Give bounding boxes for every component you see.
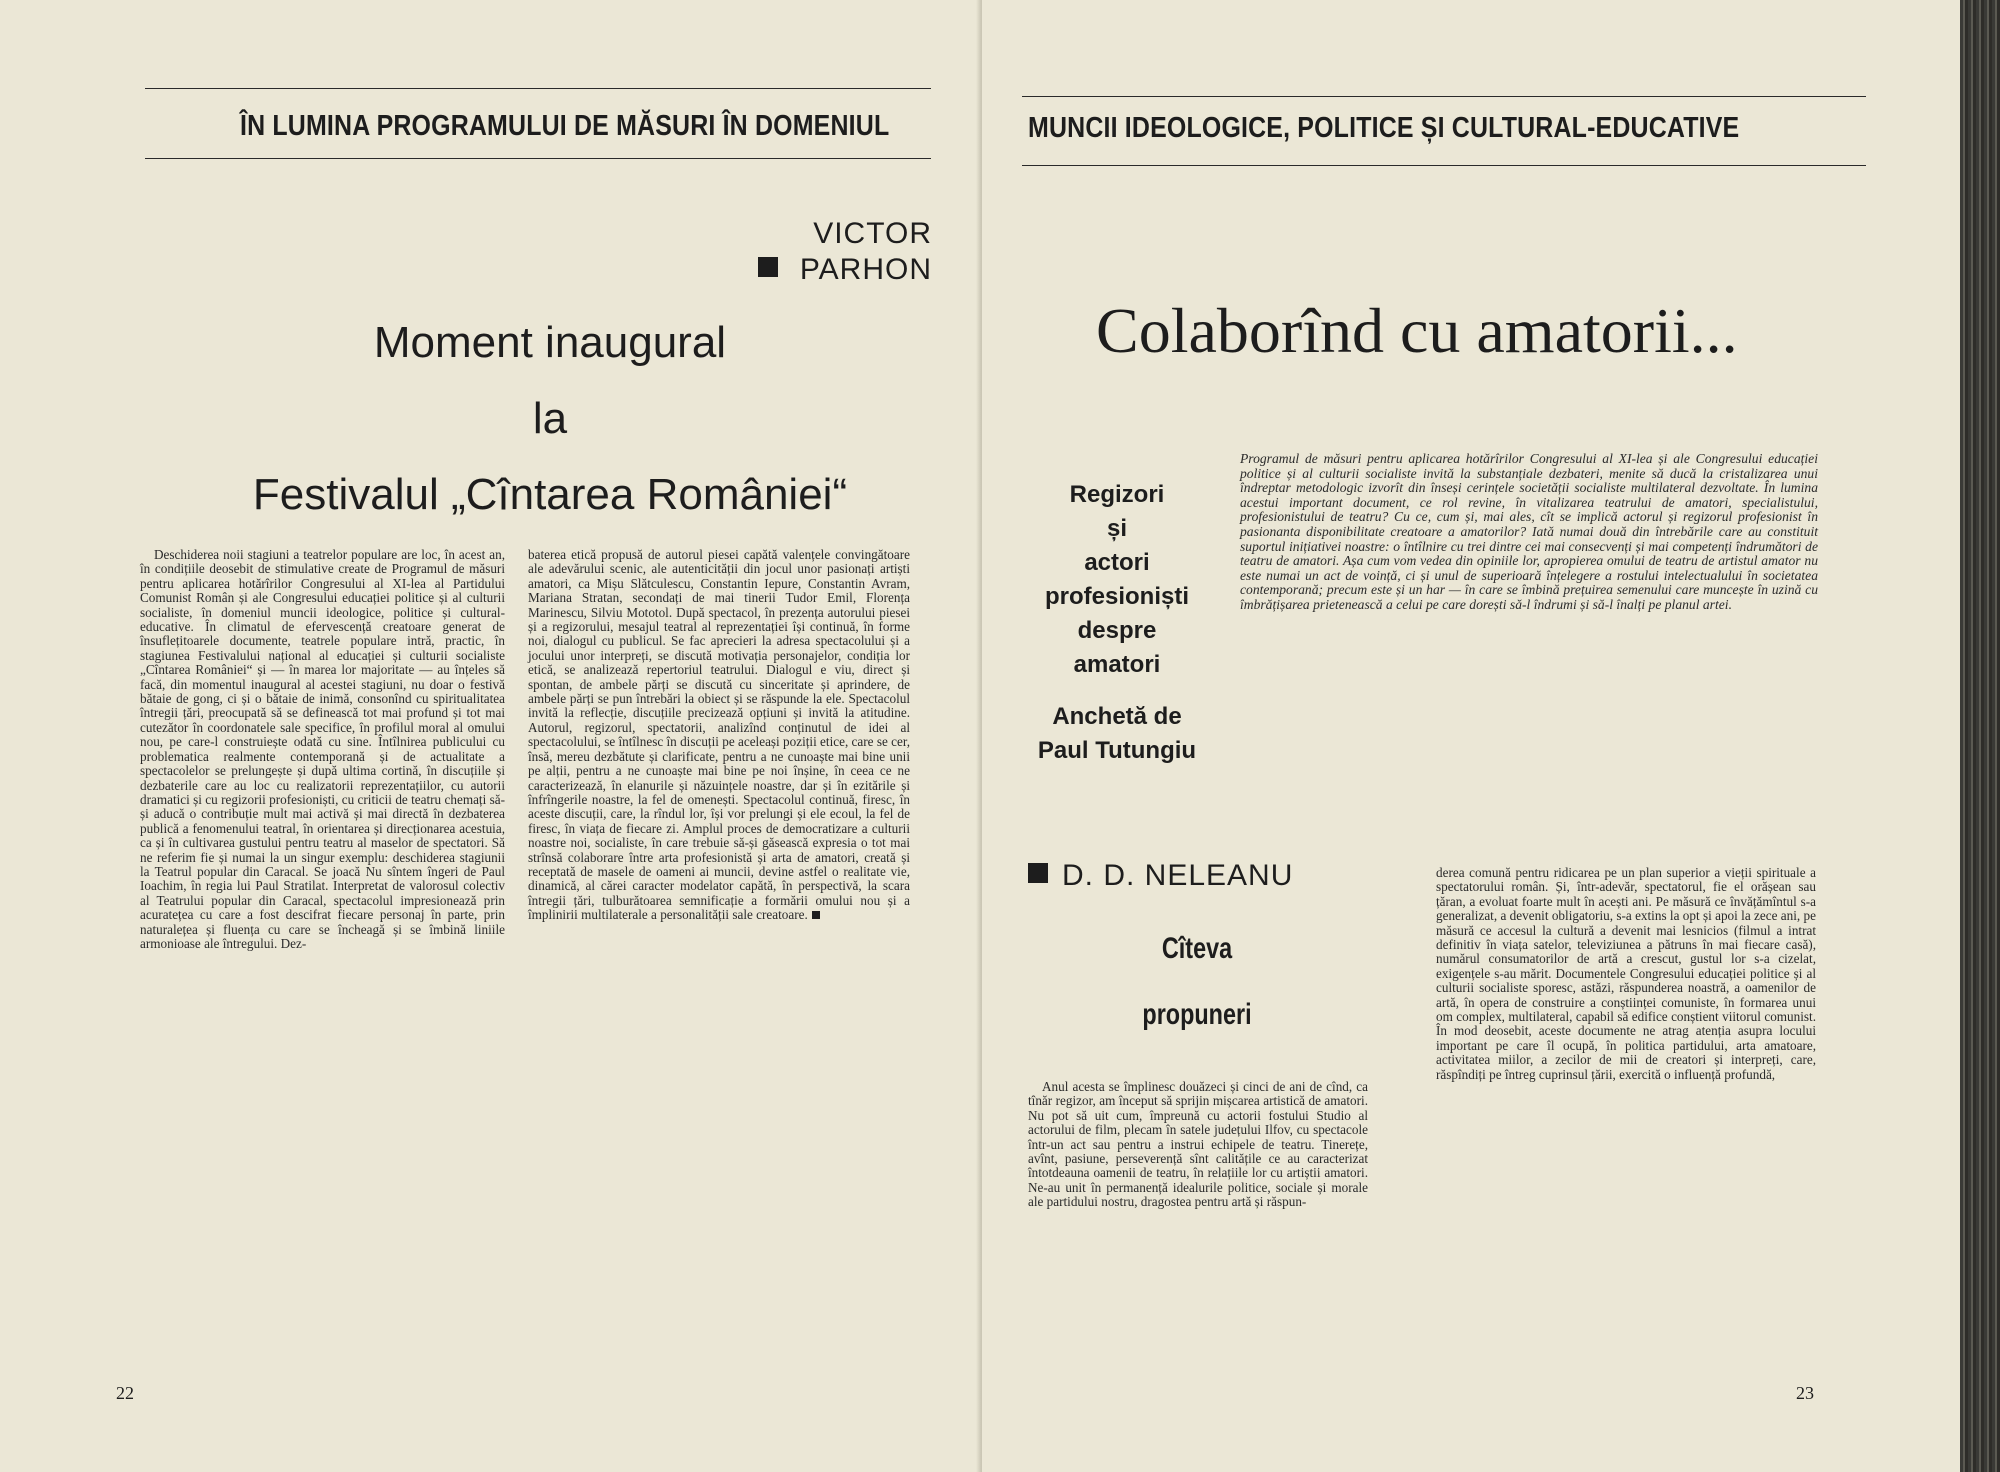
article-author [1028, 858, 1328, 894]
book-page-edges [1960, 0, 2000, 1472]
section-title [1123, 920, 1271, 1044]
end-mark-icon [812, 911, 820, 919]
sidebar-line: Anchetă de [1052, 703, 1182, 730]
sidebar-line: despre [1077, 617, 1157, 644]
body-text: derea comună pentru ridicarea pe un plan superior a vieții spirituale a spectatorului român. Și, într-adevăr, spectatorul, fie el orășean sau țăran, a evoluat foarte mult în acești ani. Pe măsură ce învățămîntul s-a generalizat, a devenit obligatoriu, s-a extins la opt și apoi la zece ani, pe măsură ce accesul la cultură a devenit mai lesnicios (filmul a intrat definitiv în viața satelor, televiziunea a pătruns în mai fiecare casă), numărul consumatorilor de artă a crescut, gustul lor s-a cizelat, exigențele s-au mărit. Documentele Congresului educației politice și al culturii socialiste sporesc, astăzi, răspunderea noastră, a oamenilor de artă, în opera de construire a conștiinței comuniste, în formarea unui om complex, multilateral, capabil să edifice conștient viitorul comunist. În mod deosebit, aceste documente ne atrag atenția asupra locului important pe care îl ocupă, în politica partidului, arta amatoare, activitatea miilor, a zecilor de mii de creatori și interpreți, care, răspîndiți pe întreg cuprinsul țării, exercită o influență profundă, [1436, 865, 1816, 1082]
article-intro: Programul de măsuri pentru aplicarea hotărîrilor Congresului al XI-lea și ale Congresului educației politice și al culturii socialiste invită la substanțiale dezbateri, menite să ducă la cristalizarea unui îndreptar metodologic izvorît din înseși cerințele societății socialiste multilateral dezvoltate. În lumina acestui important document, ce rol revine, în vitalizarea teatrului de amatori, specialistului, profesionistului de teatru? Cu ce, cum și, mai ales, cît se implică actorul și regizorul profesionist în pasionanta disponibilitate creatoare a amatorilor? Iată numai două din întrebările care au constituit suportul inițiativei noastre: o întîlnire cu trei dintre cei mai consecvenți și mai competenți îndrumători de teatru de amatori. Așa cum vom vedea din opiniile lor, apropierea omului de teatru de artistul amator nu este numai un act de voință, ci și unul de superioară înțelegere a rostului intelectualului în societatea contemporană; precum este și un har — în care se îmbină prețuirea semenului care muncește în uzină cu îmbrățișarea prietenească a celui pe care dorești să-l îndrumi și să-l înalți pe planul artei. [1240, 451, 1818, 612]
article-title: Colaborînd cu amatorii... [1096, 295, 1738, 366]
title-line-1: Moment inaugural [373, 318, 727, 367]
sidebar-line: amatori [1073, 651, 1161, 678]
header-rule-bottom [1022, 165, 1866, 166]
sidebar-line: profesioniști [1044, 583, 1189, 610]
sidebar-line: actori [1084, 549, 1150, 576]
page-header: MUNCII IDEOLOGICE, POLITICE ȘI CULTURAL-EDUCATIVE [1028, 112, 1740, 144]
article-column-2 [1436, 866, 1816, 1082]
header-rule-top [1022, 96, 1866, 97]
article-column-1 [140, 548, 505, 951]
title-line-3: Festivalul „Cîntarea României“ [252, 470, 848, 519]
page-number: 22 [116, 1383, 134, 1403]
section-title-line: propuneri [1142, 998, 1252, 1031]
body-text-content: baterea etică propusă de autorul piesei capătă valențele convingătoare ale adevărului scenic, ale autenticității din jocul unor pasionați artiști amatori, ca Mișu Slătculescu, Constantin Iepure, Constantin Avram, Mariana Stratan, secondați de mai tinerii Tudor Emil, Florența Marinescu, Silviu Mototol. După spectacol, în prezența autorului piesei și a regizorului, mesajul teatral al reprezentației își continuă, în forme noi, dialogul cu publicul. Se fac aprecieri la adresa spectacolului și a jocului unor interpreți, se discută motivația personajelor, condiția lor etică, se analizează repertoriul teatrului. Dialogul e viu, direct și spontan, de ambele părți se discută cu sinceritate și aprindere, de ambele părți se pun întrebări la obiect și se răspunde la ele. Spectacolul invită la reflecție, discuțiile precizează opțiuni și invită la atitudine. Autorul, regizorul, spectatorii, analizînd conținutul de idei al spectacolului, se întîlnesc în discuții pe aceleași poziții etice, care se cer, însă, mereu dezbătute și clarificate, pentru a ne cunoaște mai bine unii pe alții, pentru a ne cunoaște mai bine pe noi înșine, în ceea ce ne caracterizează, în elanurile și năzuințele noastre, dar și în ezitările și înfrîngerile noastre, la fel de omenești. Spectacolul continuă, firesc, în aceste discuții, care, la rîndul lor, își vor prelungi și ele ecoul, la fel de firesc, în viața de fiecare zi. Amplul proces de democratizare a culturii noastre noi, socialiste, în care trebuie să-și găsească expresia o tot mai strînsă colaborare între arta profesionistă și arta de amatori, creată și receptată de masele de oameni ai muncii, devine astfel o realitate vie, dinamică, al cărei caracter modelator capătă, în perspectivă, la scara întregii țări, tulburătoarea semnificație a formării omului nou și a împlinirii multilaterale a personalității sale creatoare. [528, 547, 910, 923]
article-column-2 [528, 548, 910, 923]
header-rule-top [145, 88, 931, 89]
sidebar-heading [1022, 478, 1212, 768]
left-page [0, 0, 982, 1472]
bullet-square-icon [758, 257, 778, 277]
section-title-line: Cîteva [1161, 932, 1233, 965]
body-text [528, 548, 910, 923]
title-line-2: la [532, 394, 568, 443]
page-number: 23 [1796, 1383, 1814, 1403]
header-rule-bottom [145, 158, 931, 159]
body-text: Anul acesta se împlinesc douăzeci și cinci de ani de cînd, ca tînăr regizor, am început să sprijin mișcarea artistică de amatori. Nu pot să uit cum, împreună cu actorii fostului Studio al actorului de film, plecam în satele județului Ilfov, cu spectacole într-un act sau pentru a instrui echipele de teatru. Tinerețe, avînt, pasiune, perseverență sînt calitățile ce au caracterizat întotdeauna oamenii de teatru, în relațiile lor cu artiștii amatori. Ne-au unit în permanență idealurile politice, sociale și morale ale partidului nostru, dragostea pentru artă și răspun- [1028, 1079, 1368, 1210]
sidebar-line: Paul Tutungiu [1037, 737, 1197, 764]
sidebar-line: Regizori [1069, 481, 1165, 508]
article-column-1 [1028, 1080, 1368, 1210]
article-author [758, 216, 958, 288]
author-name: VICTOR PARHON [799, 217, 932, 286]
page-header: ÎN LUMINA PROGRAMULUI DE MĂSURI ÎN DOMENIUL [240, 110, 890, 142]
sidebar-line: și [1106, 515, 1127, 542]
body-text: Deschiderea noii stagiuni a teatrelor populare are loc, în acest an, în condițiile deosebit de stimulative create de Programul de măsuri pentru aplicarea hotărîrilor Congresului al XI-lea al Partidului Comunist Român și ale Congresului educației politice și al culturii socialiste, în domeniul muncii ideologice, politice și cultural-educative. În climatul de efervescență creatoare generat de însuflețitoarele documente, teatrele populare intră, practic, în stagiunea Festivalului național al educației și culturii socialiste „Cîntarea României“ și — în marea lor majoritate — au înțeles să facă, din momentul inaugural al acestei stagiuni, nu doar o festivă bătaie de gong, ci și o bătaie de inimă, consonînd cu spiritualitatea întregii țări, preocupată să se definească tot mai profund și tot mai cutezător în coordonatele sale specifice, în profilul moral al omului nou, pe care-l construiește odată cu sine. Întîlnirea publicului cu problematica realmente contemporană și de actualitate a spectacolelor se prelungește și după ultima cortină, în discuțiile și dezbaterile care au loc cu realizatorii reprezentațiilor, cu autorii dramatici și cu regizorii profesioniști, cu criticii de teatru chemați să-și aducă o contribuție mult mai activă și mai directă în dezbaterea publică a fenomenului teatral, în orientarea și direcționarea acestuia, ca și în cultivarea gustului pentru teatru al maselor de spectatori. Să ne referim fie și numai la un singur exemplu: deschiderea stagiunii la Teatrul popular din Caracal. Se joacă Nu sîntem îngeri de Paul Ioachim, în regia lui Paul Stratilat. Interpretat de valorosul colectiv al Teatrului popular din Caracal, spectacolul impresionează prin acuratețea cu care a fost descifrat fiecare personaj în parte, prin naturalețea și fluența cu care se încheagă și se îmbină liniile armonioase ale întregului. Dez- [140, 547, 505, 951]
right-page [982, 0, 1960, 1472]
bullet-square-icon [1028, 863, 1048, 883]
article-title [200, 312, 900, 526]
author-name: D. D. NELEANU [1062, 859, 1294, 892]
